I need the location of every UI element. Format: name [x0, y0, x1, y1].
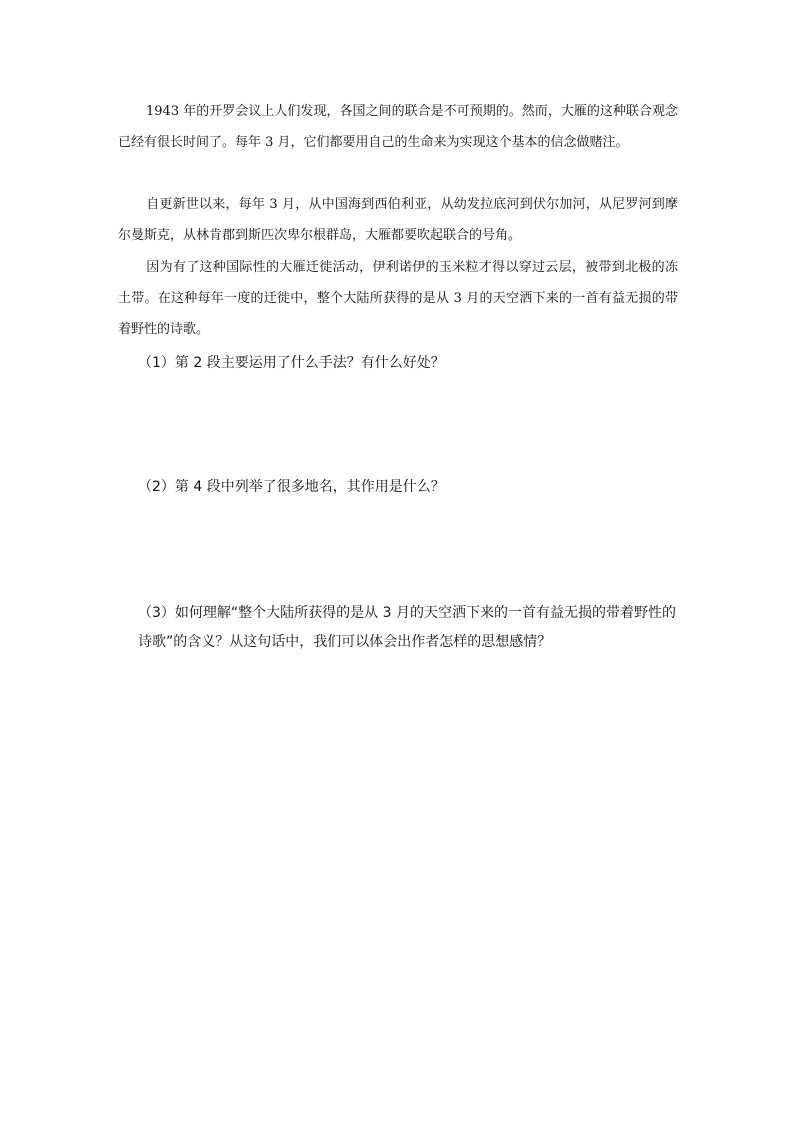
question-3: （3）如何理解“整个大陆所获得的是从 3 月的天空洒下来的一首有益无损的带着野性的诗歌”的含义？从这句话中，我们可以体会出作者怎样的思想感情？: [138, 605, 676, 650]
paragraph-2-text: 自更新世以来，每年 3 月，从中国海到西伯利亚，从幼发拉底河到伏尔加河，从尼罗河到摩尔曼斯克，从林肯郡到斯匹次卑尔根群岛，大雁都要吹起联合的号角。: [118, 197, 678, 243]
paragraph-2: [118, 189, 678, 251]
paragraph-1-text: 1943 年的开罗会议上人们发现，各国之间的联合是不可预期的。然而，大雁的这种联合观念已经有很长时间了。每年 3 月，它们都要用自己的生命来为实现这个基本的信念做赌注。: [118, 104, 678, 150]
paragraph-3-text: 因为有了这种国际性的大雁迁徙活动，伊利诺伊的玉米粒才得以穿过云层，被带到北极的冻土带。在这种每年一度的迁徙中，整个大陆所获得的是从 3 月的天空洒下来的一首有益无损的带着野性的诗歌。: [118, 260, 678, 337]
question-1: （1）第 2 段主要运用了什么手法？有什么好处？: [138, 355, 445, 371]
paragraph-1: [118, 96, 678, 158]
paragraph-3: [118, 252, 678, 345]
question-2: （2）第 4 段中列举了很多地名，其作用是什么？: [138, 479, 445, 495]
